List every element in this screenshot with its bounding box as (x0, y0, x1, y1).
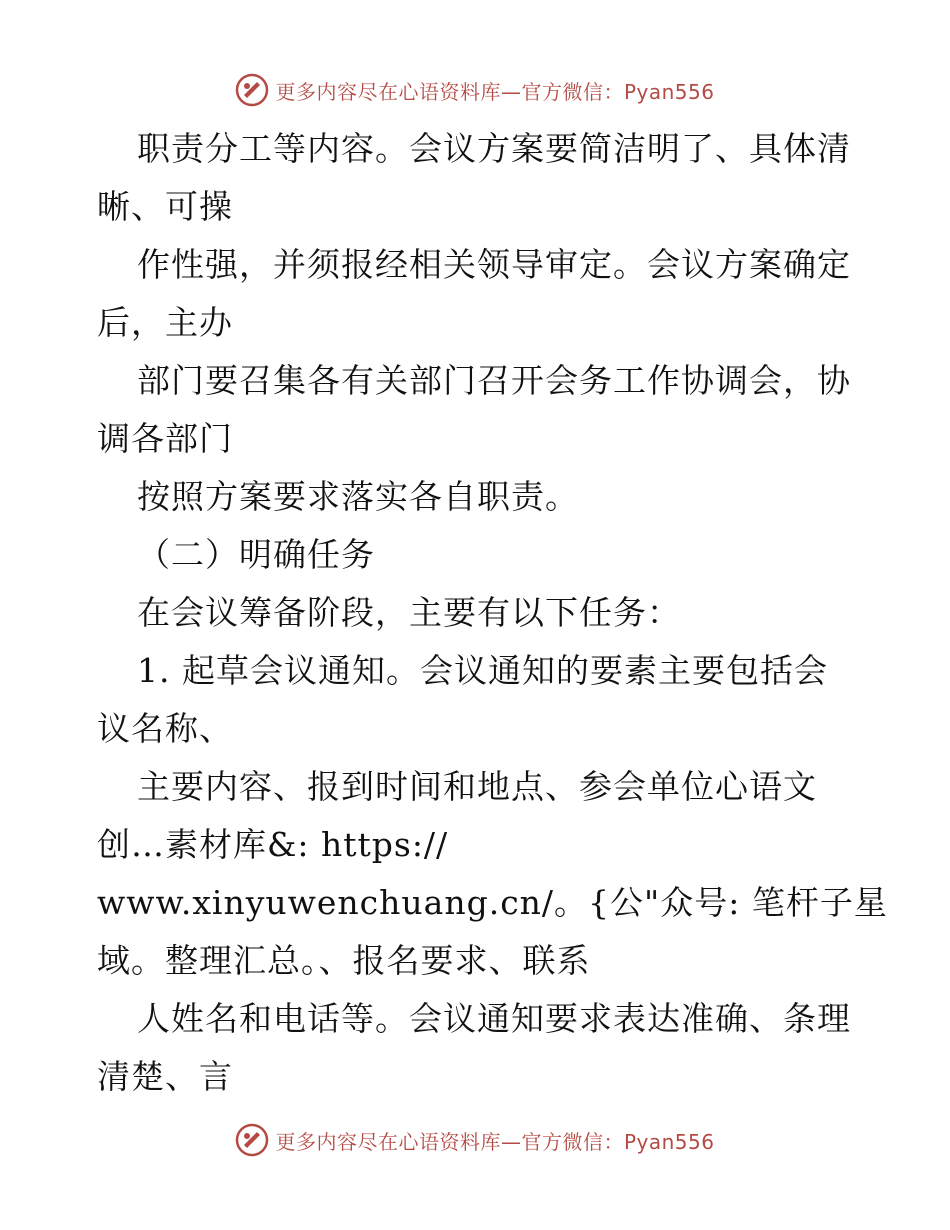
text-line: 作性强，并须报经相关领导审定。会议方案确定 (137, 245, 851, 284)
text-line: 人姓名和电话等。会议通知要求表达准确、条理 (137, 999, 851, 1038)
brand-logo-icon (235, 73, 269, 107)
text-line: 创…素材库&: https:// (97, 825, 449, 864)
text-line: 晰、可操 (97, 187, 233, 226)
text-line: 后，主办 (97, 303, 233, 342)
text-line: 主要内容、报到时间和地点、参会单位心语文 (137, 767, 817, 806)
brand-logo-icon (235, 1123, 269, 1157)
text-line: 按照方案要求落实各自职责。 (137, 477, 579, 516)
footer-banner-text: 更多内容尽在心语资料库—官方微信：Pyan556 (275, 1129, 715, 1154)
section-heading: （二）明确任务 (137, 535, 375, 574)
header-watermark-banner (0, 70, 950, 110)
text-line: 职责分工等内容。会议方案要简洁明了、具体清 (137, 129, 851, 168)
text-line: www.xinyuwenchuang.cn/。{公"众号: 笔杆子星 (97, 883, 888, 922)
text-line: 清楚、言 (97, 1057, 233, 1096)
text-line: 1. 起草会议通知。会议通知的要素主要包括会 (137, 651, 828, 690)
document-body (97, 120, 888, 1106)
footer-watermark-banner (0, 1120, 950, 1160)
text-line: 域。整理汇总。、报名要求、联系 (97, 941, 591, 980)
text-line: 议名称、 (97, 709, 233, 748)
text-line: 调各部门 (97, 419, 233, 458)
text-line: 在会议筹备阶段，主要有以下任务： (137, 593, 681, 632)
header-banner-text: 更多内容尽在心语资料库—官方微信：Pyan556 (275, 79, 715, 104)
text-line: 部门要召集各有关部门召开会务工作协调会，协 (137, 361, 851, 400)
